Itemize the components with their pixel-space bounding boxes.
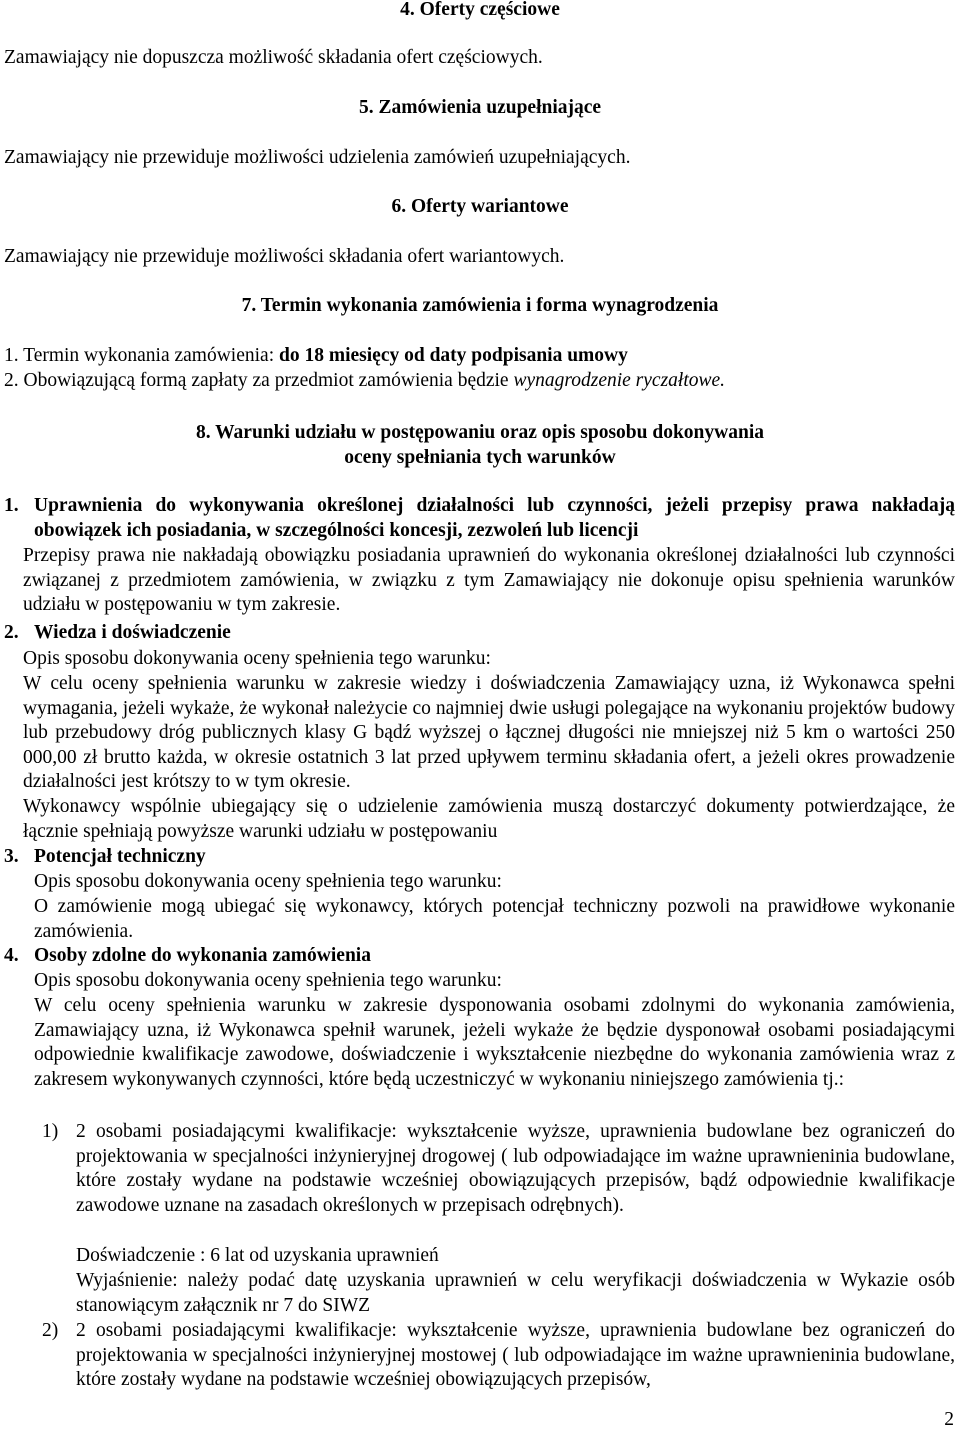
condition-4-number: 4.: [4, 945, 19, 966]
condition-1-title: Uprawnienia do wykonywania określonej działalności lub czynności, jeżeli przepisy prawa nakładają obowiązek ich posiadania, w szczególności koncesji, zezwoleń lub licencji: [34, 495, 955, 541]
condition-4-body: W celu oceny spełnienia warunku w zakresie dysponowania osobami zdolnymi do wykonania zamówienia, Zamawiający uzna, iż Wykonawca spełnił warunek, jeżeli wykaże że będzie dysponował osobami posiadającymi odpowiednie kwalifikacje zawodowe, doświadczenie i wykształcenie niezbędne do wykonania zamówienia wraz z zakresem wykonywanych czynności, które będą uczestniczyć w wykonaniu niniejszego zamówienia tj.:: [34, 995, 955, 1090]
condition-4-title: Osoby zdolne do wykonania zamówienia: [34, 945, 371, 966]
condition-3-body: O zamówienie mogą ubiegać się wykonawcy, których potencjał techniczny pozwoli na prawidłowe wykonanie zamówienia.: [34, 896, 955, 942]
section-7-item-2: [4, 369, 725, 393]
condition-3-title: Potencjał techniczny: [34, 846, 206, 867]
condition-3-intro: Opis sposobu dokonywania oceny spełnienia tego warunku:: [34, 871, 502, 892]
condition-4-intro: Opis sposobu dokonywania oceny spełnienia tego warunku:: [34, 970, 502, 991]
condition-2-number: 2.: [4, 622, 19, 643]
section-5-heading: 5. Zamówienia uzupełniające: [358, 97, 602, 118]
section-5-text: Zamawiający nie przewiduje możliwości udzielenia zamówień uzupełniających.: [4, 147, 631, 168]
section-7-item-1-deadline: do 18 miesięcy od daty podpisania umowy: [279, 345, 628, 366]
section-7-item-2-payment: wynagrodzenie ryczałtowe.: [513, 370, 726, 391]
section-6-text: Zamawiający nie przewiduje możliwości składania ofert wariantowych.: [4, 246, 565, 267]
condition-2-body-2: Wykonawcy wspólnie ubiegający się o udzielenie zamówienia muszą dostarczyć dokumenty potwierdzające, że łącznie spełniają powyższe warunki udziału w postępowaniu: [23, 796, 955, 842]
section-4-text: Zamawiający nie dopuszcza możliwość składania ofert częściowych.: [4, 47, 543, 68]
list-item-1-note: Wyjaśnienie: należy podać datę uzyskania uprawnień w celu weryfikacji doświadczenia w Wykazie osób stanowiącym załącznik nr 7 do SIWZ: [76, 1270, 955, 1316]
section-7-item-2-label: 2. Obowiązującą formą zapłaty za przedmiot zamówienia będzie: [4, 370, 514, 391]
section-4-heading: 4. Oferty częściowe: [400, 0, 560, 20]
section-7-item-1-label: 1. Termin wykonania zamówienia:: [4, 345, 279, 366]
list-item-1-experience: Doświadczenie : 6 lat od uzyskania uprawnień: [76, 1245, 439, 1266]
section-7-item-1: [4, 344, 628, 368]
condition-2-body: W celu oceny spełnienia warunku w zakresie wiedzy i doświadczenia Zamawiający uzna, iż Wykonawca spełni wymagania, jeżeli wykaże, że wykonał należycie co najmniej dwie usługi polegające na wykonaniu projektów budowy lub przebudowy dróg publicznych klasy G bądź wyższej o łącznej długości nie mniejszej niż 5 km o wartości 250 000,00 zł brutto każda, w okresie ostatnich 3 lat przed upływem terminu składania ofert, a jeżeli okres prowadzenie działalności jest krótszy to w tym okresie.: [23, 673, 955, 793]
list-item-2-number: 2): [42, 1320, 59, 1341]
condition-2-intro: Opis sposobu dokonywania oceny spełnienia tego warunku:: [23, 648, 491, 669]
condition-2-title: Wiedza i doświadczenie: [34, 622, 231, 643]
page-number: 2: [944, 1409, 954, 1430]
condition-1-number: 1.: [4, 495, 19, 516]
section-8-heading-line-1: 8. Warunki udziału w postępowaniu oraz opis sposobu dokonywania: [195, 422, 765, 443]
section-7-heading: 7. Termin wykonania zamówienia i forma wynagrodzenia: [241, 295, 719, 316]
condition-3-number: 3.: [4, 846, 19, 867]
section-6-heading: 6. Oferty wariantowe: [391, 196, 569, 217]
list-item-1-number: 1): [42, 1121, 59, 1142]
condition-1-body: Przepisy prawa nie nakładają obowiązku posiadania uprawnień do wykonania określonej działalności lub czynności związanej z przedmiotem zamówienia, w związku z tym Zamawiający nie dokonuje opisu spełnienia warunków udziału w postępowaniu w tym zakresie.: [23, 545, 955, 615]
section-8-heading-line-2: oceny spełniania tych warunków: [344, 447, 616, 468]
list-item-1-text: 2 osobami posiadającymi kwalifikacje: wykształcenie wyższe, uprawnienia budowlane bez ograniczeń do projektowania w specjalności inżynieryjnej drogowej ( lub odpowiadające im ważne uprawnieninia budowlane, które zostały wydane na podstawie wcześniej obowiązujących przepisów, bądź odpowiednie kwalifikacje zawodowe uznane na zasadach określonych w przepisach odrębnych).: [76, 1121, 955, 1216]
list-item-2-text: 2 osobami posiadającymi kwalifikacje: wykształcenie wyższe, uprawnienia budowlane bez ograniczeń do projektowania w specjalności inżynieryjnej mostowej ( lub odpowiadające im ważne uprawnieninia budowlane, które zostały wydane na podstawie wcześniej obowiązujących przepisów,: [76, 1320, 955, 1391]
